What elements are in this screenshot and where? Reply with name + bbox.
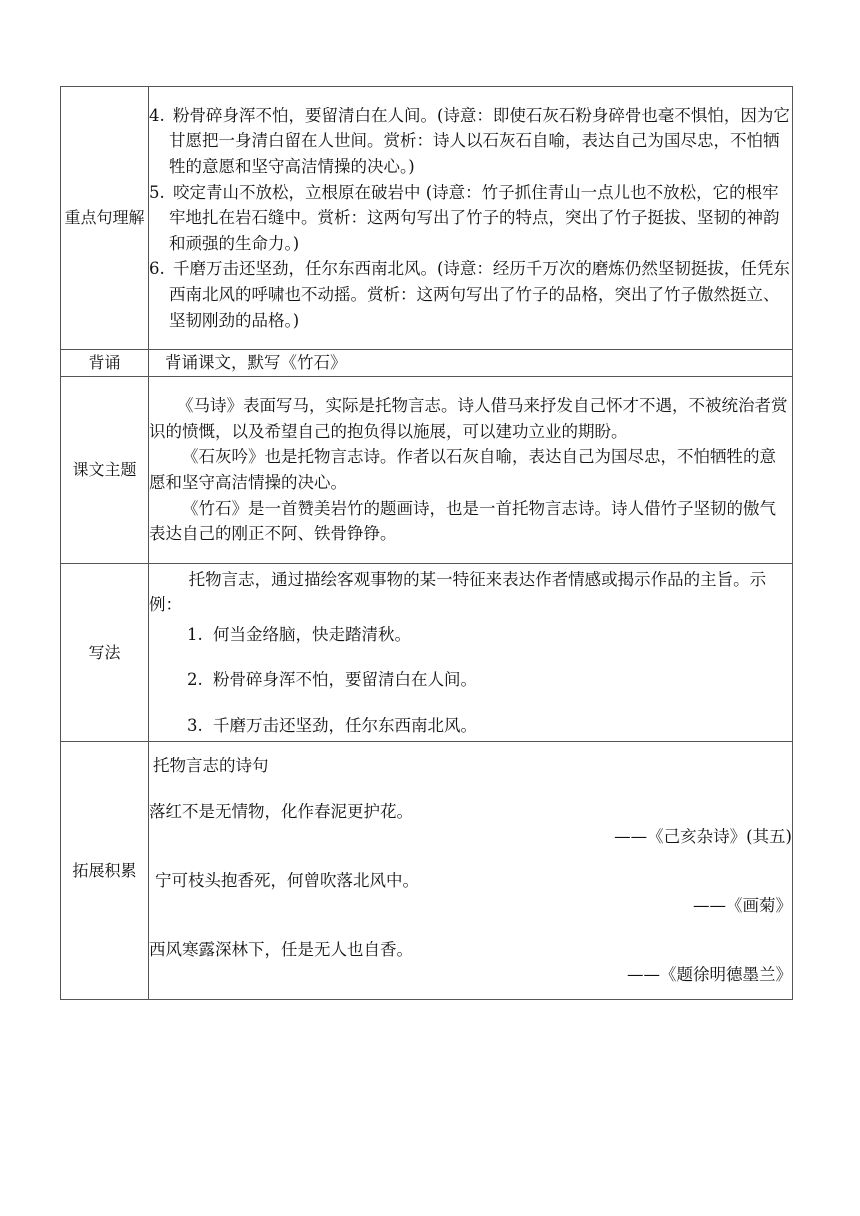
recite-cell [149, 350, 793, 377]
lesson-table [60, 86, 793, 1000]
theme-paragraph: 《马诗》表面写马，实际是托物言志。诗人借马来抒发自己怀才不遇，不被统治者赏识的愤慨，以及希望自己的抱负得以施展，可以建功立业的期盼。 [149, 396, 788, 441]
row-theme [61, 377, 793, 564]
poem-line: 宁可枝头抱香死，何曾吹落北风中。 [155, 870, 419, 890]
row-label: 背诵 [61, 350, 149, 377]
row-label: 课文主题 [61, 377, 149, 564]
row-writing [61, 564, 793, 742]
poem-line: 落红不是无情物，化作春泥更护花。 [149, 801, 413, 821]
row-extension [61, 742, 793, 1000]
list-item: 6. 千磨万击还坚劲，任尔东西南北风。(诗意：经历千万次的磨炼仍然坚韧挺拔，任凭东西南北风的呼啸也不动摇。赏析：这两句写出了竹子的品格，突出了竹子傲然挺立、坚韧刚劲的品格。) [149, 259, 790, 330]
row-label: 写法 [61, 564, 149, 742]
row-key-sentences [61, 87, 793, 350]
poem-line: 西风寒露深林下，任是无人也自香。 [149, 939, 413, 959]
theme-paragraph: 《竹石》是一首赞美岩竹的题画诗，也是一首托物言志诗。诗人借竹子坚韧的傲气表达自己的刚正不阿、铁骨铮铮。 [149, 498, 776, 544]
list-item: 4. 粉骨碎身浑不怕，要留清白在人间。(诗意：即使石灰石粉身碎骨也毫不惧怕，因为它甘愿把一身清白留在人世间。赏析：诗人以石灰石自喻，表达自己为国尽忠，不怕牺牲的意愿和坚守高洁情操的决心。) [149, 105, 790, 177]
row-label: 拓展积累 [61, 742, 149, 1000]
list-item: 3. 千磨万击还坚劲，任尔东西南北风。 [187, 715, 477, 735]
extension-cell [149, 742, 793, 1000]
poem-source: ——《己亥杂诗》(其五) [614, 827, 792, 847]
theme-paragraph: 《石灰吟》也是托物言志诗。作者以石灰自喻，表达自己为国尽忠，不怕牺牲的意愿和坚守高洁情操的决心。 [149, 447, 776, 492]
extension-heading: 托物言志的诗句 [153, 755, 269, 775]
list-item: 2. 粉骨碎身浑不怕，要留清白在人间。 [187, 670, 477, 690]
list-item: 1. 何当金络脑，快走踏清秋。 [187, 624, 411, 644]
recite-text: 背诵课文，默写《竹石》 [165, 353, 347, 373]
poem-source: ——《画菊》 [693, 896, 792, 916]
list-item: 5. 咬定青山不放松，立根原在破岩中 (诗意：竹子抓住青山一点儿也不放松，它的根牢牢地扎在岩石缝中。赏析：这两句写出了竹子的特点，突出了竹子挺拔、坚韧的神韵和顽强的生命力。) [149, 182, 780, 253]
key-sentences-cell [149, 87, 793, 350]
poem-source: ——《题徐明德墨兰》 [627, 965, 792, 985]
writing-cell [149, 564, 793, 742]
theme-cell [149, 377, 793, 564]
row-recite [61, 350, 793, 377]
writing-intro: 托物言志，通过描绘客观事物的某一特征来表达作者情感或揭示作品的主旨。示例： [149, 569, 767, 615]
row-label: 重点句理解 [61, 87, 149, 350]
